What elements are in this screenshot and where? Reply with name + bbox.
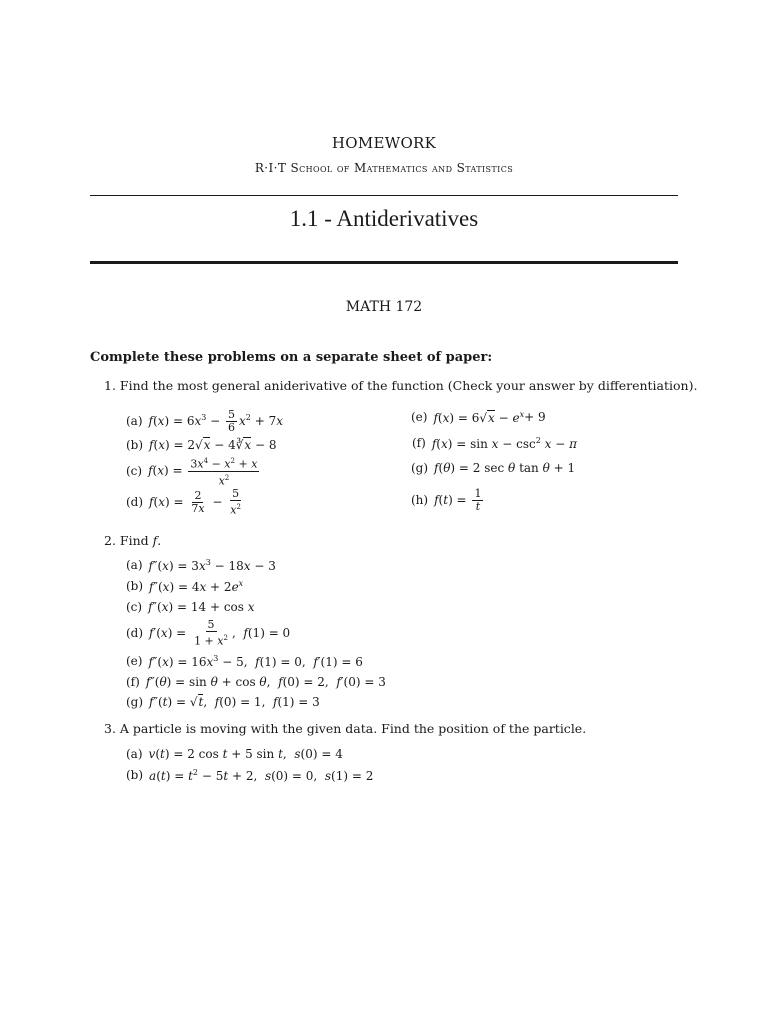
problem-prompt: A particle is moving with the given data. Find the position of the particle. <box>119 721 587 736</box>
problem-prompt: Find f. <box>119 533 162 548</box>
part-expression: f(x) = $\frac{2}{7x}$ − $\frac{5}{x^2}$ <box>149 486 241 517</box>
problem-prompt: Find the most general aniderivative of the function (Check your answer by differentiation). <box>119 378 698 393</box>
part-label: (a) <box>126 414 143 428</box>
problem-number: 1. <box>104 378 116 393</box>
part-expression: f(θ) = 2 sec θ tan θ + 1 <box>434 461 576 475</box>
part-expression: v(t) = 2 cos t + 5 sin t, s(0) = 4 <box>148 747 343 761</box>
part-label: (e) <box>126 654 143 668</box>
part-label: (a) <box>126 558 143 572</box>
part-expression: f″(θ) = sin θ + cos θ, f(0) = 2, f′(0) = 3 <box>145 675 386 689</box>
bottom-rule <box>90 261 678 264</box>
problem-1-part-b <box>126 433 276 457</box>
problem-1-part-c <box>126 456 261 488</box>
part-label: (b) <box>126 579 144 593</box>
part-label: (c) <box>126 600 143 614</box>
part-expression: f(x) = 2√x − 4∛x − 8 <box>149 438 277 452</box>
top-rule <box>90 195 678 196</box>
part-expression: $a(t) = t^2 - 5t + 2$, s(0) = 0, s(1) = 2 <box>149 767 374 783</box>
part-expression: $f(x) = 6√x - e^x$ <box>433 409 525 425</box>
problem-number: 3. <box>104 721 116 736</box>
part-expression: f(t) = $\frac{1}{t}$ <box>434 486 482 513</box>
part-label: (d) <box>126 626 144 640</box>
problem-2-part-g <box>126 690 320 714</box>
part-expression: $f''(x) = 16x^3 - 5$, f(1) = 0, f′(1) = 6 <box>148 653 363 669</box>
problem-1-part-a <box>126 409 283 433</box>
part-label: (g) <box>411 461 429 475</box>
part-label: (f) <box>126 675 140 689</box>
problem-2-part-d <box>126 617 291 648</box>
problem-2 <box>104 533 161 548</box>
homework-heading: HOMEWORK <box>331 134 437 152</box>
course-name: MATH 172 <box>345 299 423 315</box>
part-expression: $f''(x) = 4x + 2e^x$ <box>149 578 244 594</box>
part-label: (e) <box>411 410 428 424</box>
problem-1-part-f <box>412 431 577 455</box>
part-expression: f′(x) = $\frac{5}{1 + x^2}$ , f(1) = 0 <box>149 617 291 648</box>
part-expression: f(x) = $\frac{3x^4 - x^2 + x}{x^2}$ <box>148 456 258 488</box>
school-name: R·I·T School of Mathematics and Statistics <box>254 161 514 175</box>
part-expression: $f''(x) = 3x^3 - 18x - 3$ <box>148 557 276 573</box>
part-expression: $f(x) = 6x^3$ − $\frac{5}{6}$ $x^2 + 7x$ <box>148 407 283 434</box>
problem-1-part-g <box>411 456 575 480</box>
problem-1-part-e: (e) $f(x) = 6√x - e^x$ + 9 <box>411 409 546 425</box>
part-label: (b) <box>126 768 144 782</box>
problem-3-part-b <box>126 763 373 787</box>
part-label: (f) <box>412 436 426 450</box>
part-label: (b) <box>126 438 144 452</box>
part-label: (g) <box>126 695 144 709</box>
problem-1 <box>104 378 697 393</box>
part-expression: f″(x) = 14 + cos x <box>148 600 255 614</box>
section-title: 1.1 - Antiderivatives <box>289 206 479 231</box>
instructions: Complete these problems on a separate sheet of paper: <box>90 350 493 365</box>
problem-1-part-h <box>411 488 485 512</box>
part-expression: f″(t) = √t, f(0) = 1, f(1) = 3 <box>149 695 320 709</box>
problem-3 <box>104 721 586 736</box>
part-label: (d) <box>126 495 144 509</box>
problem-2-part-c <box>126 595 255 619</box>
part-expression: $f(x) = \sin x - \csc^2 x - \pi$ <box>431 435 577 451</box>
part-label: (h) <box>411 493 429 507</box>
problem-1-part-d <box>126 486 245 517</box>
part-label: (c) <box>126 464 143 478</box>
problem-number: 2. <box>104 533 116 548</box>
part-label: (a) <box>126 747 143 761</box>
